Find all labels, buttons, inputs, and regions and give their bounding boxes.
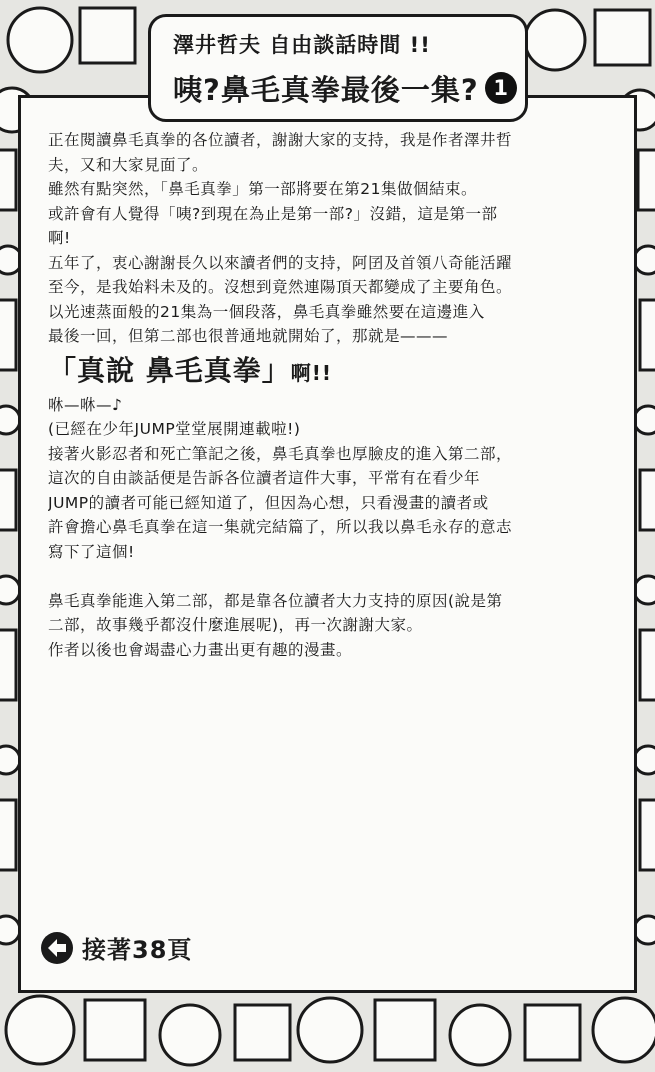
headline-title: 「真說 鼻毛真拳」: [48, 353, 291, 387]
text-line: 二部，故事幾乎都沒什麼進展呢)，再一次謝謝大家。: [48, 616, 423, 634]
text-line: 雖然有點突然，「鼻毛真拳」第一部將要在第21集做個結束。: [48, 180, 477, 198]
text-line: 五年了，衷心謝謝長久以來讀者們的支持，阿囝及首領八奇能活躍: [48, 253, 513, 272]
column-title-row: [173, 63, 517, 113]
text-line: 鼻毛真拳能進入第二部，都是靠各位讀者大力支持的原因(說是第: [48, 591, 503, 610]
text-line: 以光速蒸面般的21集為一個段落，鼻毛真拳雖然要在這邊進入: [48, 302, 485, 321]
paragraph-2: [48, 393, 608, 565]
text-line: 這次的自由談話便是告訴各位讀者這件大事，平常有在看少年: [48, 469, 481, 487]
text-line: (已經在少年JUMP堂堂展開連載啦!): [48, 420, 301, 438]
text-line: JUMP的讀者可能已經知道了，但因為心想，只看漫畫的讀者或: [48, 493, 489, 512]
headline-suffix: 啊!!: [290, 360, 332, 385]
headline: [48, 349, 608, 393]
text-line: 至今，是我始料未及的。沒想到竟然連陽頂天都變成了主要角色。: [48, 278, 513, 296]
text-line: 作者以後也會竭盡心力畫出更有趣的漫畫。: [48, 640, 353, 659]
article-body: [48, 128, 608, 662]
text-line: 正在閱讀鼻毛真拳的各位讀者，謝謝大家的支持，我是作者澤井哲: [48, 131, 513, 149]
continue-to-page-link[interactable]: [40, 930, 192, 965]
column-title: 咦?鼻毛真拳最後一集?: [173, 72, 479, 107]
text-line: 許會擔心鼻毛真拳在這一集就完結篇了，所以我以鼻毛永存的意志: [48, 518, 513, 536]
episode-number-badge: 1: [485, 72, 517, 104]
text-line: 寫下了這個!: [48, 542, 135, 561]
text-line: 接著火影忍者和死亡筆記之後，鼻毛真拳也厚臉皮的進入第二部，: [48, 444, 513, 463]
continue-label: 接著38頁: [82, 936, 193, 964]
text-line: 咻—咻—♪: [48, 395, 123, 414]
paragraph-1: [48, 128, 608, 349]
column-subtitle: 澤井哲夫 自由談話時間 !!: [173, 33, 431, 57]
paragraph-3: [48, 589, 608, 663]
text-line: 或許會有人覺得「咦?到現在為止是第一部?」沒錯，這是第一部: [48, 204, 498, 223]
title-box: [148, 14, 528, 122]
text-line: 最後一回，但第二部也很普通地就開始了，那就是———: [48, 327, 449, 345]
text-line: 啊!: [48, 229, 71, 247]
text-line: 夫，又和大家見面了。: [48, 155, 209, 174]
paragraph-gap: [48, 564, 608, 589]
left-arrow-circle-icon: [40, 931, 74, 965]
